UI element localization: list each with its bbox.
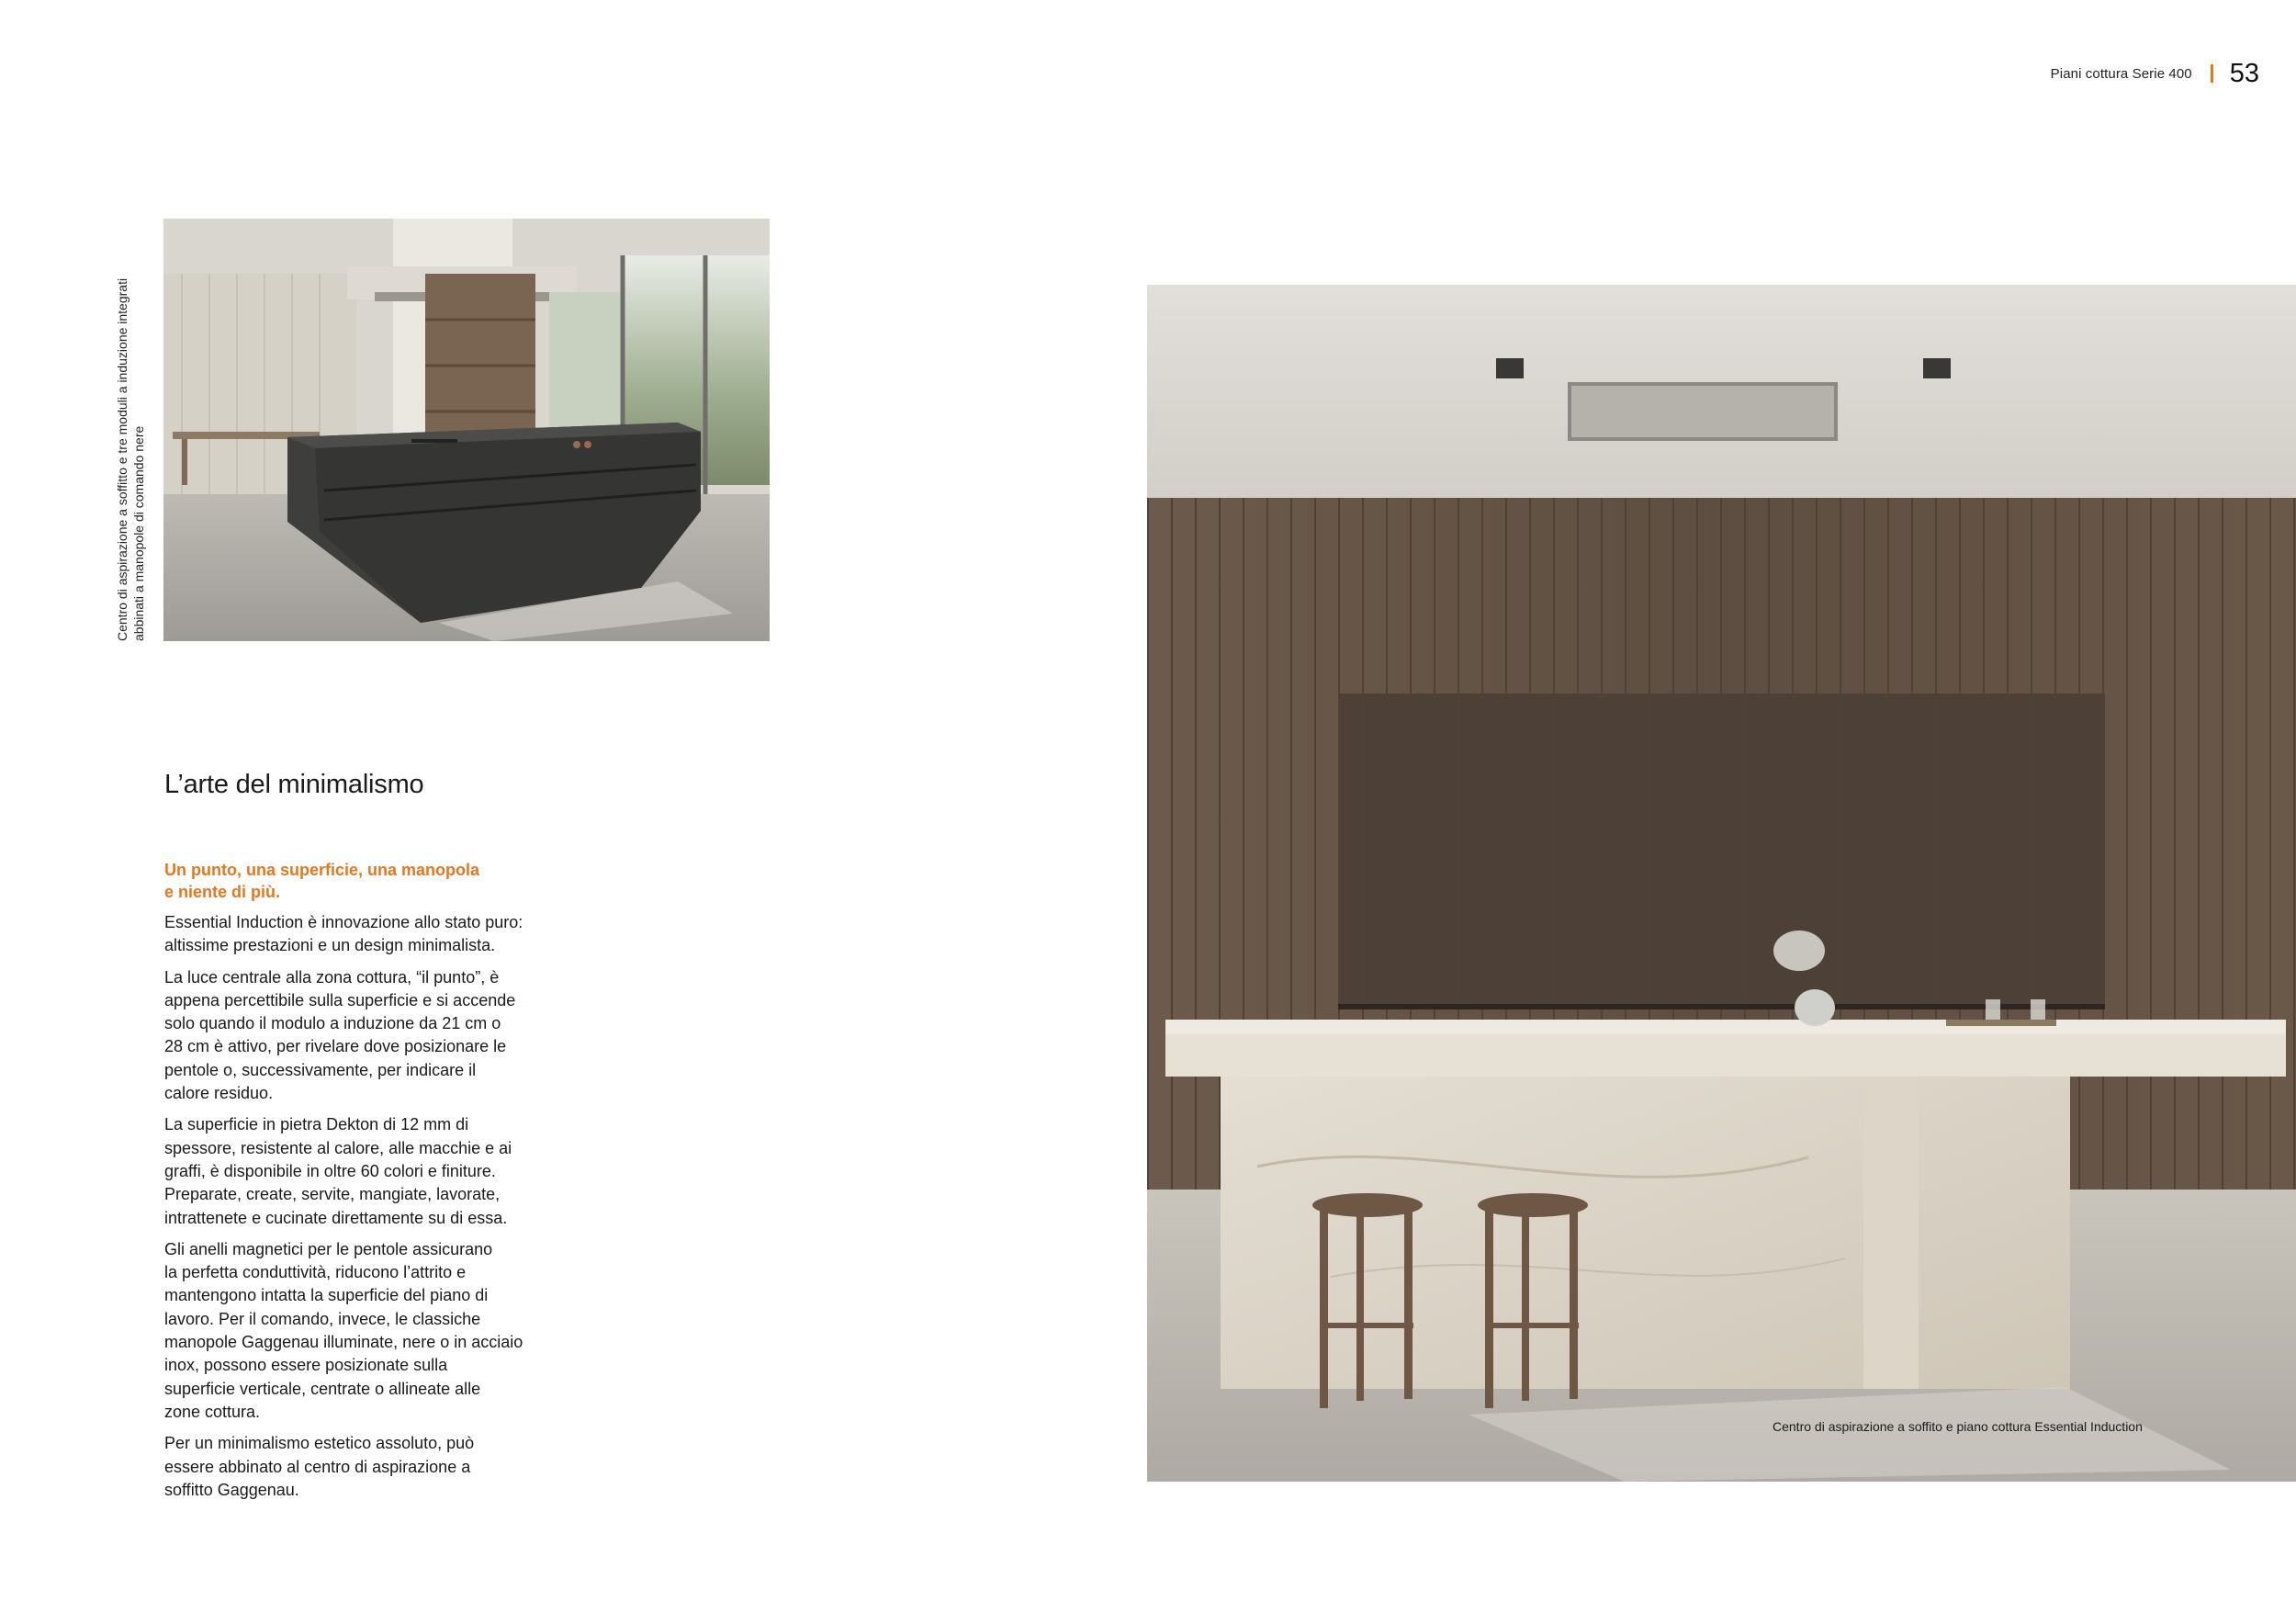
text-line: 28 cm è attivo, per rivelare dove posizionare le — [164, 1037, 507, 1056]
section-name: Piani cottura Serie 400 — [2050, 65, 2192, 82]
kitchen-island-illustration — [163, 219, 770, 641]
article-title: L’arte del minimalismo — [164, 770, 424, 799]
lead-line: e niente di più. — [164, 883, 281, 901]
text-line: Per un minimalismo estetico assoluto, può — [164, 1434, 475, 1453]
page-number: 53 — [2229, 58, 2259, 88]
text-line: solo quando il modulo a induzione da 21 cm o — [164, 1014, 501, 1033]
text-line: graffi, è disponibile in oltre 60 colori e finiture. — [164, 1161, 496, 1180]
caption-line: abbinati a manopole di comando nere — [131, 425, 146, 641]
article-lead — [164, 859, 568, 903]
caption-line: Centro di aspirazione a soffitto e tre moduli a induzione integrati — [115, 277, 129, 641]
text-line: pentole o, successivamente, per indicare il — [164, 1060, 477, 1079]
article-body — [164, 911, 587, 1510]
text-line: intrattenete e cucinate direttamente su di essa. — [164, 1208, 508, 1227]
header-divider — [2211, 64, 2213, 83]
text-line: essere abbinato al centro di aspirazione a — [164, 1457, 471, 1476]
kitchen-counter-photo — [1147, 285, 2296, 1482]
photo-caption-vertical — [114, 219, 147, 641]
paragraph — [164, 966, 587, 1106]
kitchen-counter-illustration — [1147, 285, 2296, 1482]
text-line: Essential Induction è innovazione allo stato puro: — [164, 913, 523, 931]
text-line: spessore, resistente al calore, alle macchie e ai — [164, 1138, 512, 1157]
text-line: Gli anelli magnetici per le pentole assicurano — [164, 1239, 493, 1258]
paragraph — [164, 1432, 587, 1502]
text-line: la perfetta conduttività, riducono l’attrito e — [164, 1263, 467, 1282]
text-line: calore residuo. — [164, 1084, 274, 1103]
text-line: mantengono intatta la superficie del piano di — [164, 1286, 489, 1305]
text-line: manopole Gaggenau illuminate, nere o in acciaio — [164, 1333, 523, 1352]
text-line: La superficie in pietra Dekton di 12 mm di — [164, 1115, 469, 1134]
paragraph — [164, 1113, 587, 1229]
lead-line: Un punto, una superficie, una manopola — [164, 861, 480, 879]
text-line: zone cottura. — [164, 1402, 261, 1421]
text-line: soffitto Gaggenau. — [164, 1480, 299, 1499]
text-line: superficie verticale, centrate o allineate alle — [164, 1379, 481, 1398]
text-line: altissime prestazioni e un design minimalista. — [164, 936, 496, 955]
running-header — [2051, 53, 2259, 94]
text-line: La luce centrale alla zona cottura, “il punto”, è — [164, 967, 500, 987]
kitchen-island-photo — [163, 219, 770, 641]
text-line: appena percettibile sulla superficie e si accende — [164, 990, 516, 1009]
paragraph — [164, 1238, 587, 1424]
paragraph — [164, 911, 587, 958]
text-line: lavoro. Per il comando, invece, le classiche — [164, 1309, 481, 1328]
photo-caption: Centro di aspirazione a soffito e piano cottura Essential Induction — [1773, 1419, 2143, 1434]
text-line: inox, possono essere posizionate sulla — [164, 1356, 448, 1375]
text-line: Preparate, create, servite, mangiate, lavorate, — [164, 1185, 501, 1204]
